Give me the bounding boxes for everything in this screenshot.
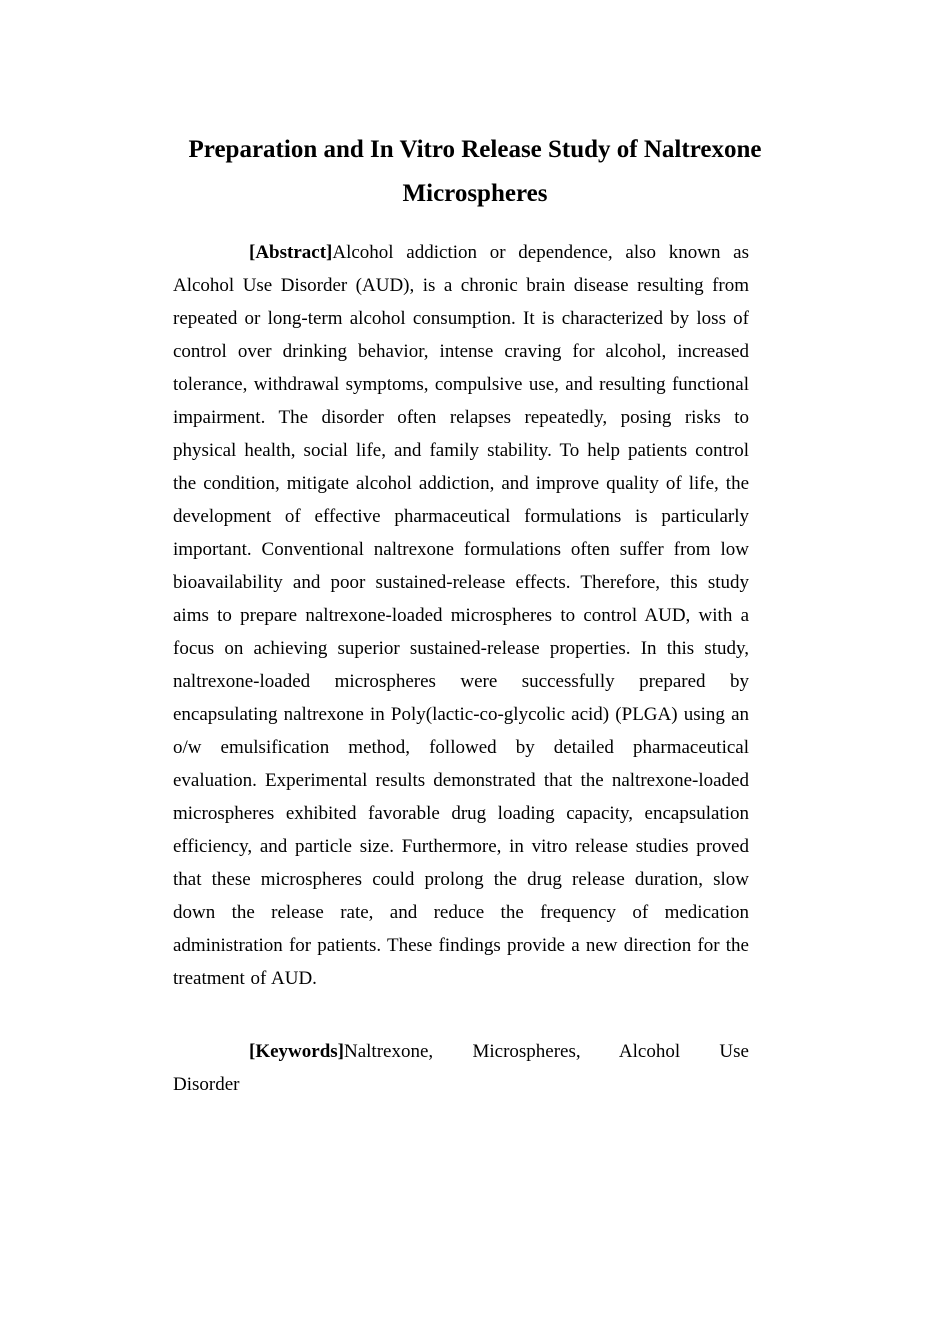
abstract-label: [Abstract] [249, 242, 333, 263]
keywords-paragraph [173, 1035, 749, 1101]
keywords-text: Naltrexone, Microspheres, Alcohol Use Disorder [173, 1041, 749, 1095]
abstract-paragraph [173, 236, 749, 995]
abstract-text: Alcohol addiction or dependence, also known as Alcohol Use Disorder (AUD), is a chronic brain disease resulting from repeated or long-term alcohol consumption. It is characterized by loss of control over drinking behavior, intense craving for alcohol, increased tolerance, withdrawal symptoms, compulsive use, and resulting functional impairment. The disorder often relapses repeatedly, posing risks to physical health, social life, and family stability. To help patients control the condition, mitigate alcohol addiction, and improve quality of life, the development of effective pharmaceutical formulations is particularly important. Conventional naltrexone formulations often suffer from low bioavailability and poor sustained-release effects. Therefore, this study aims to prepare naltrexone-loaded microspheres to control AUD, with a focus on achieving superior sustained-release properties. In this study, naltrexone-loaded microspheres were successfully prepared by encapsulating naltrexone in Poly(lactic-co-glycolic acid) (PLGA) using an o/w emulsification method, followed by detailed pharmaceutical evaluation. Experimental results demonstrated that the naltrexone-loaded microspheres exhibited favorable drug loading capacity, encapsulation efficiency, and particle size. Furthermore, in vitro release studies proved that these microspheres could prolong the drug release duration, slow down the release rate, and reduce the frequency of medication administration for patients. These findings provide a new direction for the treatment of AUD. [173, 242, 749, 989]
keywords-label: [Keywords] [249, 1041, 344, 1062]
paper-title: Preparation and In Vitro Release Study of Naltrexone Microspheres [188, 136, 762, 207]
